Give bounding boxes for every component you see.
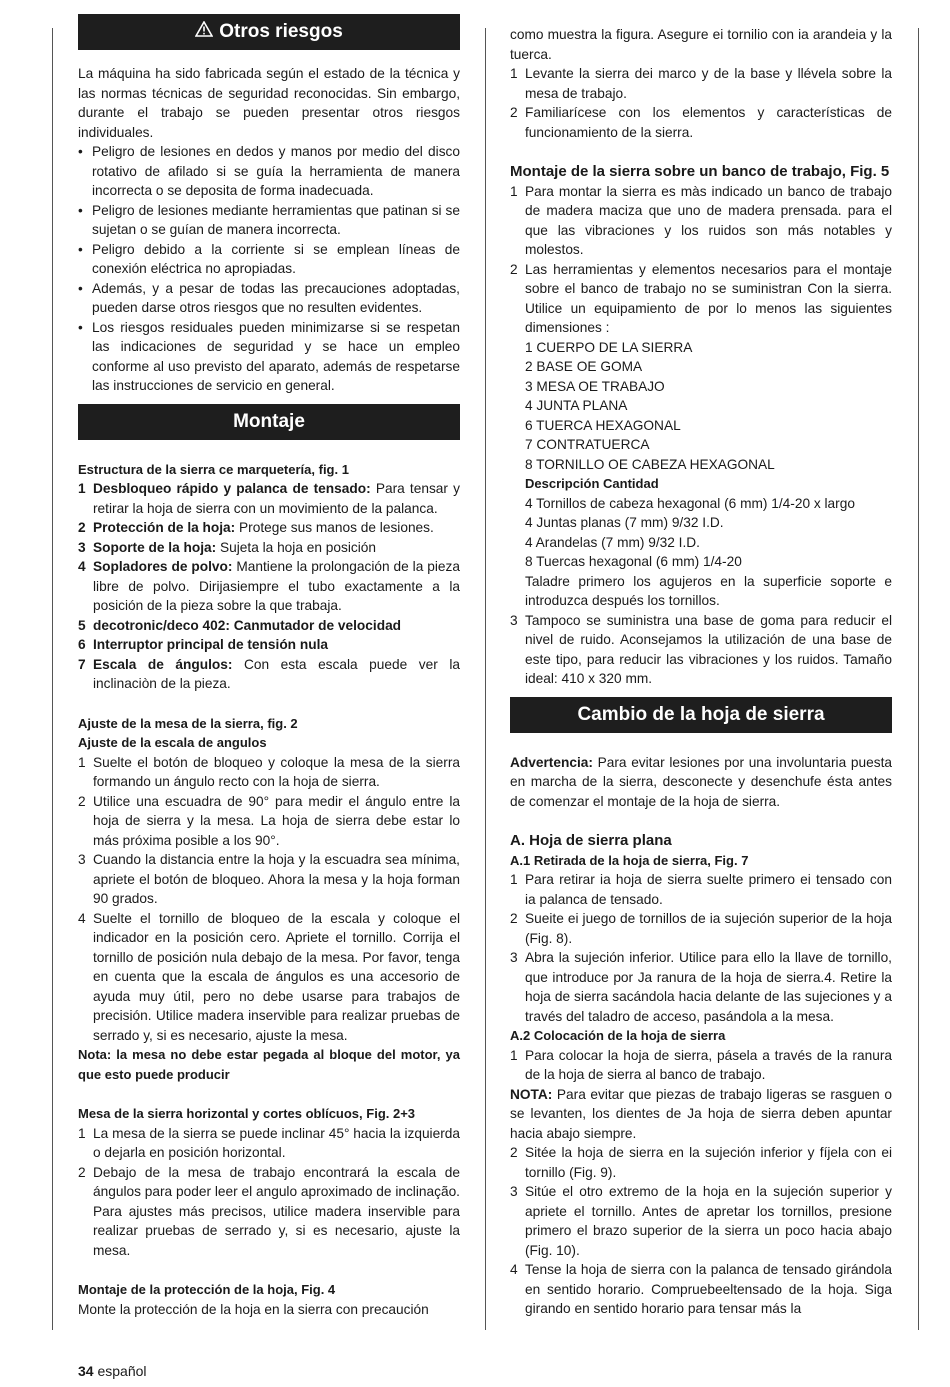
item-number: 6	[78, 637, 86, 652]
item-text: Sueite ei juego de tornillos de ia sujeción superior de la hoja (Fig. 8).	[525, 911, 892, 946]
item-term: Interruptor principal de tensión nula	[93, 637, 328, 652]
bullet-text: Los riesgos residuales pueden minimizarse si se respetan las indicaciones de seguridad y se hace un empleo conforme al uso previsto del aparato, además de respetarse las instrucciones de servicio en general.	[92, 319, 460, 393]
item-term: decotronic/deco 402: Canmutador de velocidad	[93, 617, 402, 633]
list-item	[78, 792, 460, 851]
list-item	[78, 538, 460, 558]
desc-heading: Descripción Cantidad	[525, 476, 659, 491]
proteccion-heading: Montaje de la protección de la hoja, Fig. 4	[78, 1282, 336, 1297]
item-number: 7	[78, 656, 86, 672]
item-text	[93, 616, 460, 636]
bullet-text: Peligro de lesiones mediante herramientas que patinan si se sujetan o se guían de manera incorrecta.	[92, 202, 460, 237]
page-number: 34	[78, 1363, 94, 1379]
estructura-list	[78, 479, 460, 694]
bullet-marker: •	[78, 202, 83, 218]
banner-title: Otros riesgos	[219, 21, 343, 43]
list-item	[78, 479, 460, 518]
banco-heading: Montaje de la sierra sobre un banco de trabajo, Fig. 5	[510, 163, 890, 180]
a2-heading: A.2 Colocación de la hoja de sierra	[510, 1028, 726, 1043]
item-number: 1	[510, 66, 518, 81]
item-text: Levante la sierra dei marco y de la base y llévela sobre la mesa de trabajo.	[525, 66, 892, 101]
ajuste-list	[78, 753, 460, 1046]
page-footer	[78, 1363, 147, 1379]
list-item	[78, 655, 460, 694]
estructura-heading: Estructura de la sierra ce marquetería, fig. 1	[78, 461, 349, 477]
continued-list	[510, 64, 892, 142]
parts-item: 2 BASE OE GOMA	[525, 359, 643, 374]
item-number: 2	[510, 1145, 518, 1160]
item-number: 2	[510, 105, 518, 120]
footer-language: español	[97, 1363, 147, 1379]
parts-item: 1 CUERPO DE LA SIERRA	[525, 339, 693, 355]
item-text	[93, 655, 460, 694]
list-item	[510, 1182, 892, 1260]
parts-item: 4 JUNTA PLANA	[525, 398, 628, 413]
column-divider-middle	[485, 28, 486, 1330]
item-term: Desbloqueo rápido y palanca de tensado:	[93, 481, 371, 496]
desc-item: 4 Juntas planas (7 mm) 9/32 I.D.	[525, 515, 724, 530]
list-item	[78, 753, 460, 792]
item-text: La mesa de la sierra se puede inclinar 45° hacia la izquierda o dejarla en posición horizontal.	[93, 1125, 460, 1160]
item-desc: Mantiene la prolongación de la pieza libre de polvo. Dirijasiempre el tubo exactamente a la posición de la pieza sobre la que trabaja.	[93, 559, 460, 613]
banner-title: Montaje	[233, 410, 305, 432]
desc-item: 4 Arandelas (7 mm) 9/32 I.D.	[525, 534, 700, 550]
item-text: Suelte el botón de bloqueo y coloque la mesa de la sierra formando un ángulo recto con la hoja de sierra.	[93, 754, 460, 789]
item-number: 2	[78, 520, 86, 535]
item-desc: Para tensar y retirar la hoja de sierra con un movimiento de la palanca.	[93, 481, 460, 516]
a1-heading: A.1 Retirada de la hoja de sierra, Fig. 7	[510, 852, 749, 868]
a1-list	[510, 870, 892, 1026]
item-text: Familiarícese con los elementos y características de funcionamiento de la sierra.	[525, 105, 892, 140]
item-number: 1	[78, 754, 86, 770]
list-item: 1 Para colocar la hoja de sierra, pásela a través de la ranura de la hoja de sierra al banco de trabajo.	[510, 1047, 892, 1082]
bullet-text: Además, y a pesar de todas las precauciones adoptadas, pueden darse otros riesgos que no resulten evidentes.	[92, 280, 460, 315]
warning-triangle-icon	[195, 14, 213, 50]
list-item	[78, 1163, 460, 1261]
section-banner-montaje	[78, 404, 460, 440]
item-number: 3	[78, 852, 86, 867]
item-number: 2	[78, 1164, 86, 1180]
column-divider-right	[918, 28, 919, 1330]
list-item	[78, 1124, 460, 1163]
list-item	[78, 635, 460, 655]
item-number: 4	[78, 910, 86, 926]
item-text	[93, 557, 460, 616]
desc-item: 8 Tuercas hexagonal (6 mm) 1/4-20	[525, 554, 742, 569]
bullet-text: Peligro debido a la corriente si se emplean líneas de conexión eléctrica no apropiadas.	[92, 241, 460, 276]
list-item	[510, 1260, 892, 1319]
proteccion-text: Monte la protección de la hoja en la sierra con precaución	[78, 1301, 429, 1317]
nota: NOTA: Para evitar que piezas de trabajo ligeras se rasguen o se levanten, los dientes de Ja hoja de sierra deben apuntar hacia abajo siempre.	[510, 1086, 892, 1141]
parts-item: 6 TUERCA HEXAGONAL	[525, 417, 681, 433]
item-text	[93, 518, 460, 538]
list-item	[510, 1143, 892, 1182]
desc-item: 4 Tornillos de cabeza hexagonal (6 mm) 1/4-20 x largo	[525, 495, 855, 511]
desc-note: Taladre primero los agujeros en la superficie soporte e introduzca después los tornillos.	[525, 573, 892, 608]
list-item	[510, 909, 892, 948]
item-number: 1	[510, 872, 518, 887]
list-item	[510, 870, 892, 909]
mesa-heading: Mesa de la sierra horizontal y cortes oblícuos, Fig. 2+3	[78, 1106, 416, 1121]
ajuste-heading: Ajuste de la mesa de la sierra, fig. 2	[78, 715, 298, 731]
item-desc: Sujeta la hoja en posición	[216, 539, 377, 555]
bullet-marker: •	[78, 241, 83, 257]
mesa-list	[78, 1124, 460, 1261]
ajuste-note: Nota: la mesa no debe estar pegada al bloque del motor, ya que esto puede producir	[78, 1047, 460, 1082]
bullet-marker: •	[78, 144, 83, 159]
item-text	[93, 538, 460, 558]
right-column	[510, 25, 892, 1319]
item-text	[93, 479, 460, 518]
advertencia: Advertencia: Para evitar lesiones por una involuntaria puesta en marcha de la sierra, desconecte y desenchufe ésta antes de comenzar el montaje de la hoja de sierra.	[510, 754, 892, 809]
item-number: 2	[78, 793, 86, 809]
item-number: 3	[78, 539, 86, 555]
continued-text: como muestra la figura. Asegure ei tornilio con ia arandeia y la tuerca.	[510, 27, 892, 62]
a-heading: A. Hoja de sierra plana	[510, 832, 672, 849]
item-term: Soporte de la hoja:	[93, 539, 217, 555]
list-item	[510, 103, 892, 142]
item-text: Abra la sujeción inferior. Utilice para ello la llave de tornillo, que introduce por Ja ranura de la hoja de sierra.4. Retire la hoja de sierra sacándola hacia delante de las sujeciones y a través del taladro de acceso, pasándola a la mesa.	[525, 950, 892, 1024]
section-banner-cambio	[510, 697, 892, 733]
ajuste-subheading: Ajuste de la escala de angulos	[78, 735, 267, 750]
item-text: Para retirar ia hoja de sierra suelte primero ei tensado con ia palanca de tensado.	[525, 872, 892, 907]
bullet-item	[78, 201, 460, 240]
item-term: Escala de ángulos:	[93, 656, 233, 672]
bullet-marker: •	[78, 319, 83, 335]
item-number: 1	[78, 1125, 86, 1141]
list-item	[78, 850, 460, 909]
item-number: 3	[510, 1184, 518, 1199]
parts-item: 3 MESA OE TRABAJO	[525, 378, 665, 394]
item-desc: Protege sus manos de lesiones.	[235, 520, 434, 535]
section-banner-otros-riesgos	[78, 14, 460, 50]
item-desc: Con esta escala puede ver la inclinaciòn de la pieza.	[93, 656, 460, 691]
item-term: Protección de la hoja:	[93, 520, 236, 535]
parts-item: 8 TORNILLO OE CABEZA HEXAGONAL	[525, 456, 775, 472]
item-number: 3	[510, 950, 518, 965]
otros-bullet-list	[78, 142, 460, 396]
item-text: Tense la hoja de sierra con la palanca de tensado girándola en sentido horario. Compruebeeltensado de la hoja. Siga girando en sentido horario para tensar más la	[525, 1262, 892, 1316]
bullet-item	[78, 318, 460, 396]
item-text: Suelte el tornillo de bloqueo de la escala y coloque el indicador en la posición cero. Apriete el tornillo. Corrija el tornillo de posición nula debajo de la mesa. Por favor, tenga en cuenta que la escala de ángulos es una accesorio de ayuda muy útil, pero no debe usarse para trabajos de precisión. Utilice madera inservible para realizar pruebas de serrado y, si es necesario, ajuste la mesa.	[93, 910, 460, 1043]
bullet-item	[78, 240, 460, 279]
banner-title: Cambio de la hoja de sierra	[577, 703, 825, 725]
list-item	[78, 518, 460, 538]
list-item: 1 Para montar la sierra es màs indicado un banco de trabajo de madera maciza que uno de madera prensada. para el que las vibraciones y los ruidos son más notables y molestos.	[510, 183, 892, 257]
item-text: Sitúe el otro extremo de la hoja en la sujeción superior y apriete el tornillo. Antes de apretar los tornillos, presione primero el brazo superior de la sierra un poco hacia abajo (Fig. 10).	[525, 1184, 892, 1258]
list-item: 3 Tampoco se suministra una base de goma para reducir el nivel de ruido. Aconsejamos la utilización de una base de este tipo, para reducir las vibraciones y los ruidos. Tamaño ideal: 410 x 320 mm.	[510, 612, 892, 686]
bullet-item	[78, 142, 460, 201]
bullet-marker: •	[78, 280, 83, 296]
column-divider-left	[52, 28, 53, 1330]
item-number: 4	[510, 1262, 518, 1277]
item-number: 2	[510, 911, 518, 926]
a2-list	[510, 1143, 892, 1319]
left-column	[78, 14, 460, 1319]
parts-list	[510, 338, 892, 475]
parts-item: 7 CONTRATUERCA	[525, 437, 650, 452]
list-item	[78, 616, 460, 636]
list-item	[510, 64, 892, 103]
list-item: 2 Las herramientas y elementos necesarios para el montaje sobre el banco de trabajo no se suministran Con la sierra. Utilice un equipamiento de por lo menos las siguientes dimensiones :	[510, 261, 892, 335]
item-number: 5	[78, 617, 86, 633]
item-term: Sopladores de polvo:	[93, 559, 233, 574]
otros-intro: La máquina ha sido fabricada según el estado de la técnica y las normas técnicas de seguridad reconocidas. Sin embargo, durante el trabajo se pueden presentar otros riesgos individuales.	[78, 66, 460, 140]
list-item	[78, 909, 460, 1046]
item-text: Debajo de la mesa de trabajo encontrará la escala de ángulos para poder leer el angulo aproximado de inclinação. Para ajustes más precisos, utilice madera inservible para realizar pruebas de serrado y, si es necesario, ajuste la mesa.	[93, 1164, 460, 1258]
desc-list	[510, 494, 892, 572]
item-text: Cuando la distancia entre la hoja y la escuadra sea mínima, apriete el botón de bloqueo. Ahora la mesa y la hoja forman 90 grados.	[93, 852, 460, 906]
item-text: Sitée la hoja de sierra en la sujeción inferior y fíjela con ei tornillo (Fig. 9).	[525, 1145, 892, 1180]
bullet-text: Peligro de lesiones en dedos y manos por medio del disco rotativo de afilado si se guía la herramienta de manera incorrecta o se deposita de forma inadecuada.	[92, 144, 460, 198]
list-item	[510, 948, 892, 1026]
item-number: 1	[78, 481, 86, 496]
item-number: 4	[78, 559, 86, 574]
bullet-item	[78, 279, 460, 318]
list-item	[78, 557, 460, 616]
item-text: Utilice una escuadra de 90° para medir el ángulo entre la hoja de sierra y la mesa. La hoja de sierra debe estar lo más próxima posible a los 90°.	[93, 793, 460, 848]
item-text	[93, 635, 460, 655]
